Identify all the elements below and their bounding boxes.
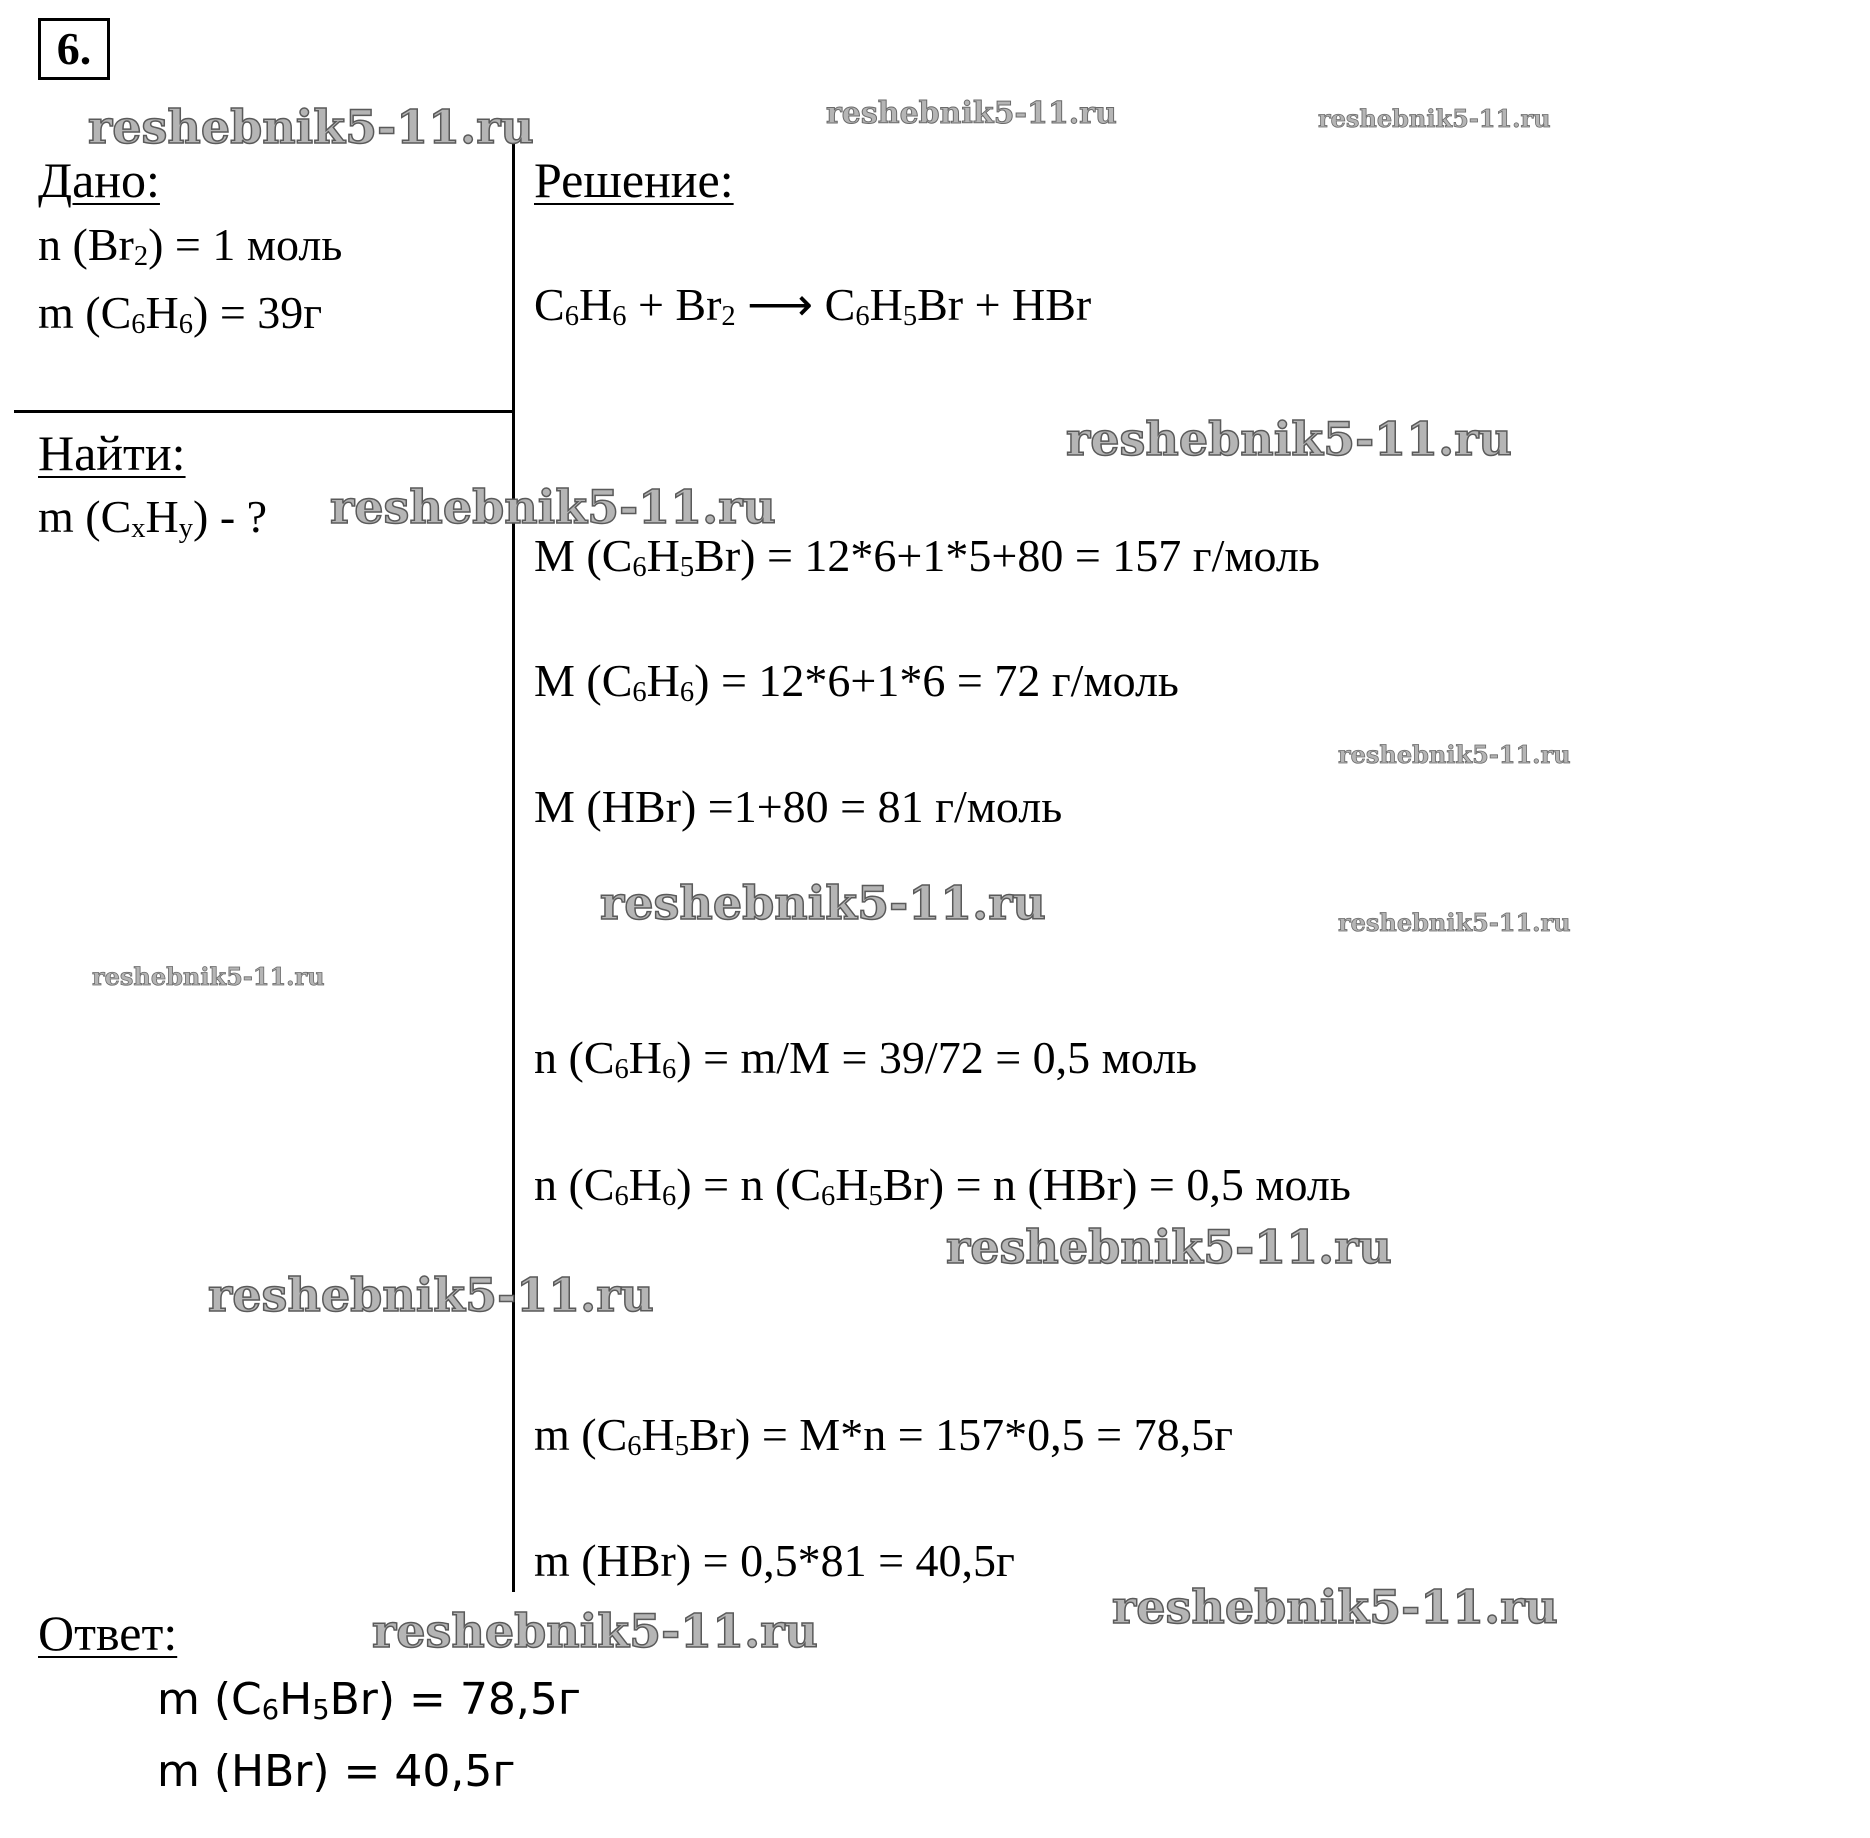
subscript: 5 xyxy=(679,552,695,584)
watermark: reshebnik5-11.ru xyxy=(1318,104,1551,133)
formula-text: n (C xyxy=(534,1032,615,1083)
watermark: reshebnik5-11.ru xyxy=(1112,1580,1558,1634)
subscript: y xyxy=(178,513,194,545)
subscript: 6 xyxy=(614,1054,629,1086)
solution-step xyxy=(534,655,1179,709)
formula-text: ) - ? xyxy=(193,491,268,542)
watermark: reshebnik5-11.ru xyxy=(330,480,776,534)
subscript: 6 xyxy=(564,301,579,333)
watermark: reshebnik5-11.ru xyxy=(92,962,325,991)
formula-text: H xyxy=(646,530,680,581)
formula-text: Br) = n (HBr) = 0,5 моль xyxy=(882,1159,1351,1210)
subscript: 6 xyxy=(627,1431,642,1463)
subscript: 6 xyxy=(632,552,647,584)
watermark: reshebnik5-11.ru xyxy=(826,96,1117,131)
watermark: reshebnik5-11.ru xyxy=(1066,412,1512,466)
subscript: 6 xyxy=(821,1181,836,1213)
formula-text: m (C xyxy=(38,491,132,542)
solution-step xyxy=(534,1159,1351,1213)
subscript: 6 xyxy=(632,677,647,709)
formula-text: H xyxy=(646,655,680,706)
watermark: reshebnik5-11.ru xyxy=(1338,740,1571,769)
solution-step xyxy=(534,1409,1233,1463)
horizontal-divider xyxy=(14,410,514,413)
solution-step xyxy=(534,1032,1198,1086)
watermark: reshebnik5-11.ru xyxy=(946,1220,1392,1274)
formula-text: Br) = 78,5г xyxy=(329,1674,581,1725)
formula-text: M (C xyxy=(534,655,633,706)
formula-text: m (C xyxy=(157,1674,262,1725)
watermark: reshebnik5-11.ru xyxy=(208,1268,654,1322)
given-line xyxy=(38,287,323,341)
formula-text: M (C xyxy=(534,530,633,581)
formula-text: m (C xyxy=(38,287,132,338)
subscript: x xyxy=(131,513,146,545)
formula-text: + Br xyxy=(626,279,722,330)
subscript: 2 xyxy=(133,241,149,273)
subscript: 6 xyxy=(855,301,870,333)
solution-step xyxy=(534,1535,1015,1586)
subscript: 6 xyxy=(662,1181,677,1213)
formula-text: m (C xyxy=(534,1409,628,1460)
subscript: 2 xyxy=(721,301,736,333)
formula-text: H xyxy=(835,1159,869,1210)
solution-step xyxy=(534,781,1063,832)
answer-header: Ответ: xyxy=(38,1605,178,1661)
given-line xyxy=(38,219,343,273)
given-header: Дано: xyxy=(38,152,160,208)
subscript: 6 xyxy=(178,309,194,341)
formula-text: ⟶ C xyxy=(735,279,856,330)
answer-line xyxy=(157,1674,581,1726)
solution-step xyxy=(534,530,1320,584)
watermark: reshebnik5-11.ru xyxy=(1338,908,1571,937)
formula-text: H xyxy=(641,1409,675,1460)
formula-text: C xyxy=(534,279,565,330)
subscript: 6 xyxy=(679,677,695,709)
subscript: 5 xyxy=(868,1181,883,1213)
subscript: 6 xyxy=(614,1181,629,1213)
formula-text: ) = 1 моль xyxy=(148,219,343,270)
formula-text: Br) = M*n = 157*0,5 = 78,5г xyxy=(689,1409,1233,1460)
subscript: 5 xyxy=(902,301,918,333)
formula-text: n (Br xyxy=(38,219,134,270)
formula-text: ) = 12*6+1*6 = 72 г/моль xyxy=(694,655,1179,706)
subscript: 6 xyxy=(131,309,146,341)
find-header: Найти: xyxy=(38,425,186,481)
answer-line xyxy=(157,1746,516,1797)
formula-text: H xyxy=(279,1674,313,1725)
subscript: 5 xyxy=(312,1694,330,1726)
reaction-equation xyxy=(534,279,1092,333)
formula-text: Br) = 12*6+1*5+80 = 157 г/моль xyxy=(694,530,1320,581)
formula-text: H xyxy=(628,1159,662,1210)
formula-text: H xyxy=(145,287,179,338)
find-line xyxy=(38,491,268,545)
formula-text: ) = m/M = 39/72 = 0,5 моль xyxy=(676,1032,1198,1083)
watermark: reshebnik5-11.ru xyxy=(600,876,1046,930)
formula-text: Br + HBr xyxy=(917,279,1092,330)
watermark: reshebnik5-11.ru xyxy=(372,1604,818,1658)
solution-header: Решение: xyxy=(534,152,734,208)
formula-text: n (C xyxy=(534,1159,615,1210)
subscript: 6 xyxy=(261,1694,280,1726)
vertical-divider xyxy=(512,142,515,1592)
formula-text: H xyxy=(628,1032,662,1083)
watermark: reshebnik5-11.ru xyxy=(88,100,534,154)
formula-text: m (HBr) = 0,5*81 = 40,5г xyxy=(534,1535,1015,1586)
formula-text: H xyxy=(869,279,903,330)
subscript: 5 xyxy=(674,1431,690,1463)
formula-text: m (HBr) = 40,5г xyxy=(157,1746,516,1797)
subscript: 6 xyxy=(662,1054,677,1086)
problem-number: 6. xyxy=(38,18,110,80)
formula-text: ) = 39г xyxy=(193,287,323,338)
formula-text: H xyxy=(145,491,179,542)
formula-text: H xyxy=(578,279,613,330)
subscript: 6 xyxy=(612,301,627,333)
formula-text: ) = n (C xyxy=(676,1159,822,1210)
formula-text: M (HBr) =1+80 = 81 г/моль xyxy=(534,781,1063,832)
